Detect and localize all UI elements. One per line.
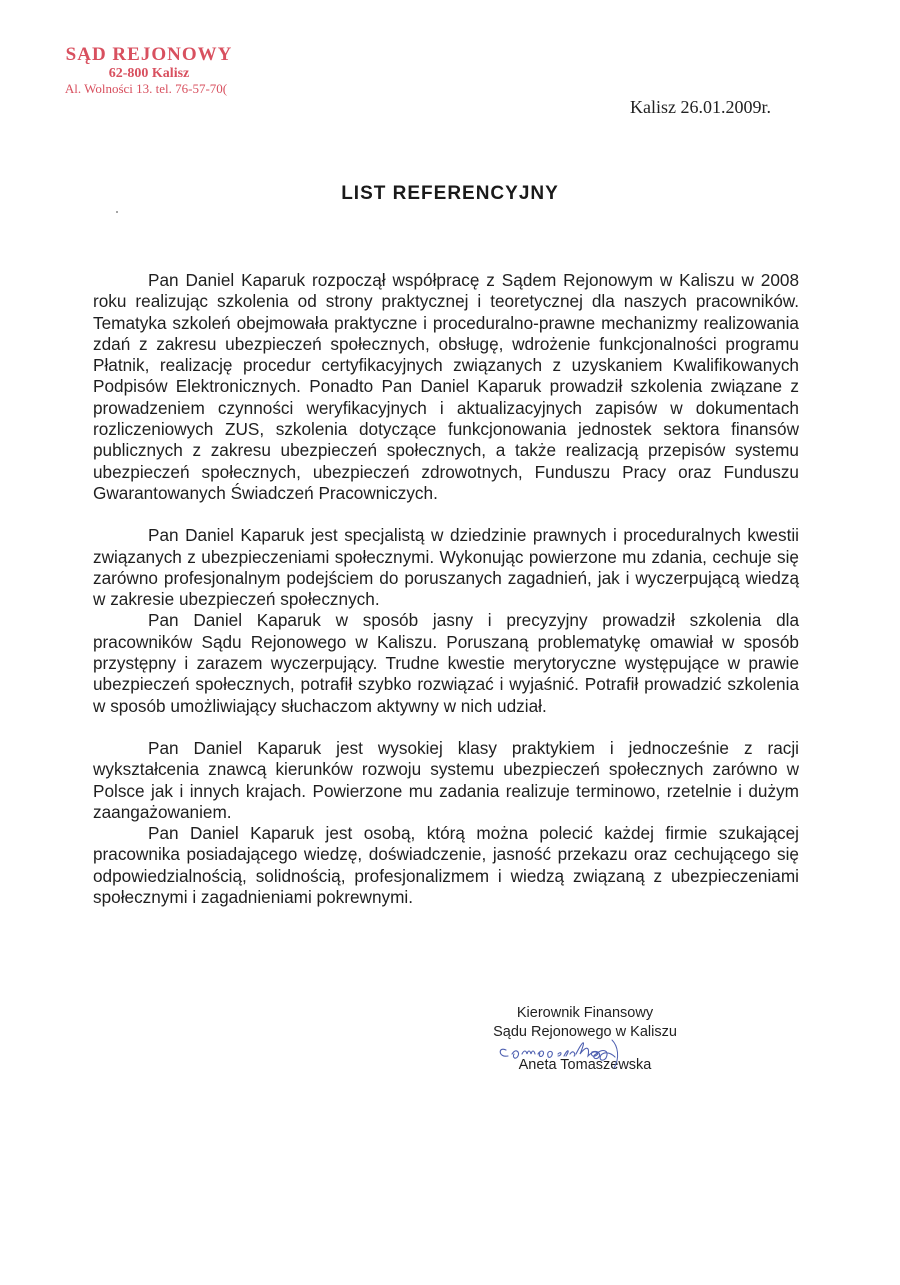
paragraph-3: Pan Daniel Kaparuk w sposób jasny i precyzyjny prowadził szkolenia dla pracowników Sądu Rejonowego w Kaliszu. Poruszaną problematykę omawiał w sposób przystępny i zarazem wyczerpujący. Trudne kwestie merytoryczne występujące w prawie ubezpieczeń społecznych, potrafił szybko rozwiązać i wyjaśnić. Potrafił prowadzić szkolenia w sposób umożliwiający słuchaczom aktywny w nich udział. <box>93 610 799 716</box>
signer-position: Kierownik Finansowy <box>516 1005 654 1021</box>
stamp-address: Al. Wolności 13. tel. 76-57-70( <box>64 80 228 96</box>
letter-title: LIST REFERENCYJNY <box>341 183 559 204</box>
signer-name: Aneta Tomaszewska <box>518 1057 652 1073</box>
signer-institution: Sądu Rejonowego w Kaliszu <box>493 1024 677 1040</box>
stamp-court-name: SĄD REJONOWY <box>65 44 233 65</box>
letter-date: Kalisz 26.01.2009r. <box>630 97 771 117</box>
letter-body <box>93 270 799 908</box>
court-stamp <box>44 44 254 97</box>
paragraph-4: Pan Daniel Kaparuk jest wysokiej klasy praktykiem i jednocześnie z racji wykształcenia znawcą kierunków rozwoju systemu ubezpieczeń społecznych zarówno w Polsce jak i innych krajach. Powierzone mu zadania realizuje terminowo, rzetelnie i dużym zaangażowaniem. <box>93 737 799 822</box>
stamp-city: 62-800 Kalisz <box>108 65 190 81</box>
paragraph-2: Pan Daniel Kaparuk jest specjalistą w dziedzinie prawnych i proceduralnych kwestii związanych z ubezpieczeniami społecznymi. Wykonując powierzone mu zdania, cechuje się zarówno profesjonalnym podejściem do poruszanych zagadnień, jak i wyczerpującą wiedzą w zakresie ubezpieczeń społecznych. <box>93 525 799 610</box>
paragraph-1: Pan Daniel Kaparuk rozpoczął współpracę z Sądem Rejonowym w Kaliszu w 2008 roku realizując szkolenia od strony praktycznej i teoretycznej dla naszych pracowników. Tematyka szkoleń obejmowała praktyczne i proceduralno-prawne mechanizmy realizowania zdań z zakresu ubezpieczeń społecznych, obsługę, wdrożenie funkcjonalności programu Płatnik, realizację procedur certyfikacyjnych związanych z uzyskaniem Kwalifikowanych Podpisów Elektronicznych. Ponadto Pan Daniel Kaparuk prowadził szkolenia związane z prowadzeniem czynności weryfikacyjnych i aktualizacyjnych zapisów w dokumentach rozliczeniowych ZUS, szkolenia dotyczące funkcjonowania jednostek sektora finansów publicznych z zakresu ubezpieczeń społecznych, a także realizacją przepisów systemu ubezpieczeń społecznych, ubezpieczeń zdrowotnych, Funduszu Pracy oraz Funduszu Gwarantowanych Świadczeń Pracowniczych. <box>93 270 799 503</box>
paragraph-5: Pan Daniel Kaparuk jest osobą, którą można polecić każdej firmie szukającej pracownika posiadającego wiedzę, doświadczenie, jasność przekazu oraz cechującego się odpowiedzialnością, solidnością, profesjonalizmem i wiedzą związaną z ubezpieczeniami społecznymi i zagadnieniami pokrewnymi. <box>93 823 799 908</box>
scan-speck <box>116 211 118 213</box>
handwritten-signature <box>492 1032 662 1072</box>
